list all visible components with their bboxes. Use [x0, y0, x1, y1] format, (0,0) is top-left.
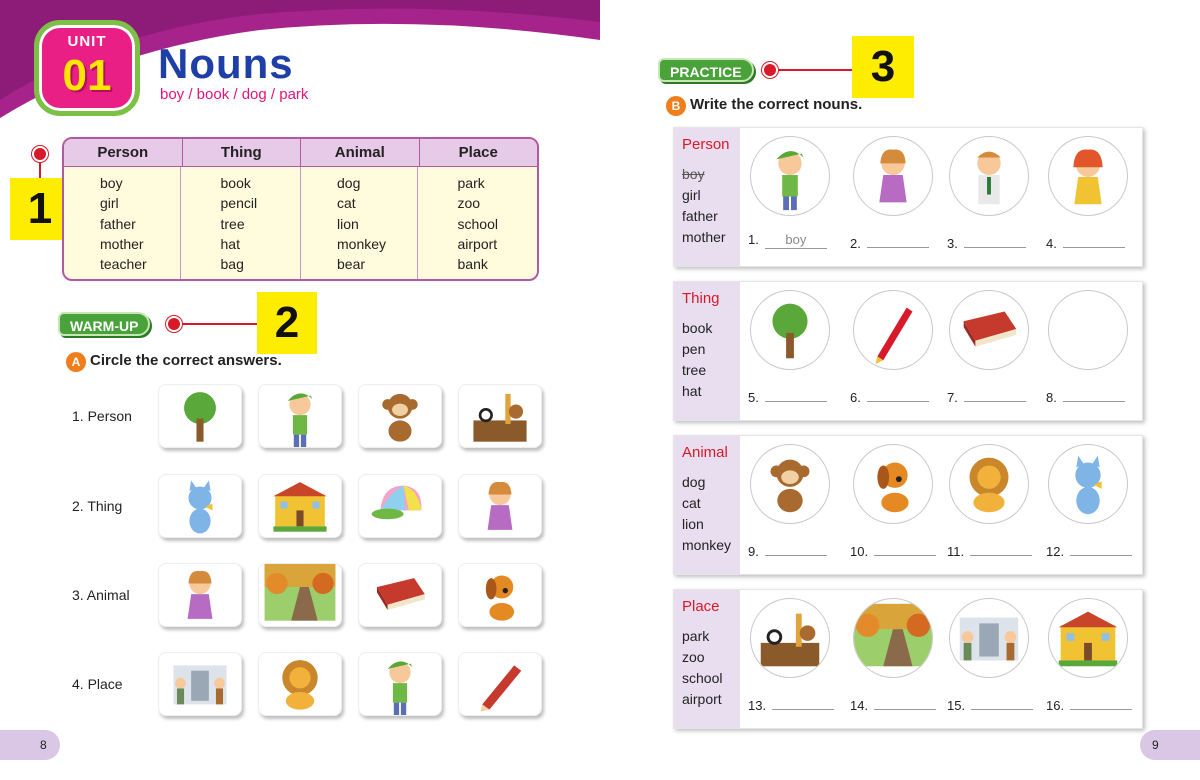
airport-picture	[159, 653, 241, 715]
picture-circle-park	[853, 598, 933, 678]
warmup-row-label: 2. Thing	[72, 498, 123, 514]
answer-field[interactable]	[772, 694, 834, 710]
picture-circle-zoo	[750, 598, 830, 678]
table-cell: zoo	[457, 195, 481, 212]
marker-dot	[166, 316, 182, 332]
page-number-right: 9	[1140, 730, 1200, 760]
table-cell: school	[457, 215, 498, 232]
word-item: school	[682, 670, 723, 686]
picture-circle-father	[949, 136, 1029, 216]
practice-tag: PRACTICE	[658, 58, 754, 82]
answer-blank	[1046, 232, 1125, 251]
step-number-3: 3	[852, 36, 914, 98]
page-number-left: 8	[0, 730, 60, 760]
table-cell: lion	[337, 215, 359, 232]
question-number: 10.	[850, 544, 869, 559]
book-picture	[950, 291, 1028, 369]
marker-line	[182, 323, 258, 325]
father-picture	[950, 137, 1028, 215]
word-list	[682, 626, 722, 710]
question-number: 7.	[947, 390, 958, 405]
answer-field[interactable]	[874, 540, 936, 556]
answer-field[interactable]: boy	[765, 233, 827, 249]
question-number: 13.	[748, 698, 767, 713]
question-number: 3.	[947, 236, 958, 251]
answer-card-girl[interactable]	[158, 563, 242, 627]
question-number: 8.	[1046, 390, 1057, 405]
word-list	[682, 472, 731, 556]
picture-circle-dog	[853, 444, 933, 524]
question-number: 15.	[947, 698, 966, 713]
table-cell: teacher	[100, 256, 147, 273]
page-subtitle: boy / book / dog / park	[160, 86, 309, 103]
exercise-letter-a: A	[66, 352, 86, 372]
header-person: Person	[64, 139, 183, 166]
unit-label: UNIT	[67, 33, 107, 50]
cat-picture	[159, 475, 241, 537]
noun-table	[62, 137, 539, 281]
answer-card-cat[interactable]	[158, 474, 242, 538]
category-label: Animal	[682, 444, 728, 461]
answer-card-girl[interactable]	[458, 474, 542, 538]
table-cell: mother	[100, 235, 144, 252]
word-item: boy	[682, 166, 705, 182]
table-cell: bear	[337, 256, 366, 273]
girl-picture	[459, 475, 541, 537]
warmup-row-label: 4. Place	[72, 676, 123, 692]
answer-blank	[1046, 540, 1132, 559]
table-cell: hat	[220, 235, 240, 252]
answer-blank	[947, 694, 1033, 713]
answer-card-cap[interactable]	[358, 474, 442, 538]
word-item: book	[682, 320, 713, 336]
unit-number: 01	[62, 51, 112, 100]
page-title: Nouns	[158, 40, 294, 87]
answer-blank	[748, 540, 827, 559]
practice-panel-thing	[673, 281, 1143, 421]
word-item: father	[682, 208, 718, 224]
word-item: tree	[682, 362, 707, 378]
answer-blank	[748, 232, 827, 249]
tree-picture	[159, 385, 241, 447]
answer-field[interactable]	[867, 232, 929, 248]
answer-field[interactable]	[1063, 386, 1125, 402]
boy-picture	[259, 385, 341, 447]
answer-card-lion[interactable]	[258, 652, 342, 716]
question-number: 12.	[1046, 544, 1065, 559]
category-label: Thing	[682, 290, 720, 307]
noun-table-header	[64, 139, 537, 167]
answer-field[interactable]	[874, 694, 936, 710]
monkey-picture	[359, 385, 441, 447]
table-cell: boy	[100, 175, 123, 191]
girl-picture	[159, 564, 241, 626]
practice-panel-place	[673, 589, 1143, 729]
question-number: 1.	[748, 232, 759, 247]
mother-picture	[1049, 137, 1127, 215]
question-number: 14.	[850, 698, 869, 713]
word-item: zoo	[682, 649, 705, 665]
table-cell: girl	[100, 195, 119, 212]
school-picture	[259, 475, 341, 537]
word-list	[682, 318, 712, 402]
word-item: airport	[682, 691, 722, 707]
answer-blank	[748, 694, 834, 713]
word-item: girl	[682, 187, 701, 203]
word-item: dog	[682, 474, 706, 490]
picture-circle-pen	[853, 290, 933, 370]
answer-field[interactable]	[867, 386, 929, 402]
warmup-row-label: 1. Person	[72, 408, 132, 424]
table-cell: pencil	[220, 195, 258, 212]
answer-card-boy[interactable]	[258, 384, 342, 448]
word-item: lion	[682, 516, 704, 532]
pen-picture	[854, 291, 932, 369]
table-cell: park	[457, 175, 485, 191]
table-cell: bank	[457, 256, 488, 273]
word-item: monkey	[682, 537, 732, 553]
answer-field[interactable]	[765, 386, 827, 402]
answer-card-tree[interactable]	[158, 384, 242, 448]
answer-card-book[interactable]	[358, 563, 442, 627]
answer-card-monkey[interactable]	[358, 384, 442, 448]
picture-circle-monkey	[750, 444, 830, 524]
picture-circle-school	[1048, 598, 1128, 678]
picture-circle-hat	[1048, 290, 1128, 370]
pencil-picture	[459, 653, 541, 715]
question-number: 4.	[1046, 236, 1057, 251]
step-number-2: 2	[257, 292, 317, 354]
warmup-instruction: Circle the correct answers.	[90, 352, 282, 369]
park-picture	[854, 599, 932, 677]
marker-dot	[32, 146, 48, 162]
answer-blank	[947, 540, 1032, 559]
table-cell: father	[100, 215, 136, 232]
answer-field[interactable]	[765, 540, 827, 556]
table-cell: book	[220, 175, 251, 191]
word-list	[682, 164, 726, 248]
picture-circle-book	[949, 290, 1029, 370]
answer-blank	[850, 694, 936, 713]
answer-blank	[947, 232, 1026, 251]
girl-picture	[854, 137, 932, 215]
answer-card-boy[interactable]	[358, 652, 442, 716]
table-cell: tree	[220, 215, 245, 232]
picture-circle-cat	[1048, 444, 1128, 524]
question-number: 11.	[947, 544, 965, 559]
word-item: pen	[682, 341, 706, 357]
marker-line	[778, 69, 852, 71]
question-number: 9.	[748, 544, 759, 559]
word-item: mother	[682, 229, 726, 245]
table-cell: monkey	[337, 235, 387, 252]
tree-picture	[751, 291, 829, 369]
picture-circle-boy	[750, 136, 830, 216]
boy-picture	[359, 653, 441, 715]
category-label: Person	[682, 136, 730, 153]
dog-picture	[459, 564, 541, 626]
picture-circle-girl	[853, 136, 933, 216]
park-picture	[259, 564, 341, 626]
question-number: 2.	[850, 236, 861, 251]
answer-field[interactable]	[1063, 232, 1125, 248]
boy-picture	[751, 137, 829, 215]
unit-badge	[34, 20, 140, 116]
question-number: 5.	[748, 390, 759, 405]
marker-dot	[762, 62, 778, 78]
book-picture	[359, 564, 441, 626]
answer-blank	[850, 540, 936, 559]
answer-blank	[748, 386, 827, 405]
hat-picture	[1049, 291, 1127, 369]
answer-field[interactable]	[964, 386, 1026, 402]
answer-card-airport[interactable]	[158, 652, 242, 716]
column-animal	[301, 167, 418, 281]
header-thing: Thing	[183, 139, 302, 166]
answer-field[interactable]	[1070, 694, 1132, 710]
question-number: 6.	[850, 390, 861, 405]
lion-picture	[259, 653, 341, 715]
answer-card-dog[interactable]	[458, 563, 542, 627]
practice-panel-animal	[673, 435, 1143, 575]
table-cell: dog	[337, 175, 361, 191]
word-item: cat	[682, 495, 701, 511]
answer-card-school[interactable]	[258, 474, 342, 538]
practice-instruction: Write the correct nouns.	[690, 96, 863, 113]
header-animal: Animal	[301, 139, 420, 166]
practice-panel-person	[673, 127, 1143, 267]
school-picture	[1049, 599, 1127, 677]
column-person	[64, 167, 181, 281]
warmup-row-label: 3. Animal	[72, 587, 130, 603]
answer-card-park[interactable]	[258, 563, 342, 627]
answer-blank	[947, 386, 1026, 405]
word-item: park	[682, 628, 710, 644]
warmup-tag: WARM-UP	[58, 312, 150, 336]
step-number-1: 1	[10, 178, 70, 240]
picture-circle-mother	[1048, 136, 1128, 216]
answer-blank	[1046, 386, 1125, 405]
table-cell: airport	[457, 235, 498, 252]
airport-picture	[950, 599, 1028, 677]
dog-picture	[854, 445, 932, 523]
answer-field[interactable]	[970, 540, 1032, 556]
lion-picture	[950, 445, 1028, 523]
table-cell: bag	[220, 256, 244, 273]
answer-card-zoo[interactable]	[458, 384, 542, 448]
answer-field[interactable]	[971, 694, 1033, 710]
picture-circle-lion	[949, 444, 1029, 524]
answer-card-pencil[interactable]	[458, 652, 542, 716]
cat-picture	[1049, 445, 1127, 523]
question-number: 16.	[1046, 698, 1065, 713]
answer-field[interactable]	[1070, 540, 1132, 556]
zoo-picture	[459, 385, 541, 447]
marker-line	[39, 162, 41, 178]
exercise-letter-b: B	[666, 96, 686, 116]
noun-table-body	[64, 167, 537, 281]
word-item: hat	[682, 383, 702, 399]
zoo-picture	[751, 599, 829, 677]
cap-picture	[359, 475, 441, 537]
monkey-picture	[751, 445, 829, 523]
table-cell: cat	[337, 195, 356, 212]
answer-blank	[850, 232, 929, 251]
picture-circle-tree	[750, 290, 830, 370]
column-thing	[181, 167, 302, 281]
header-place: Place	[458, 144, 498, 161]
picture-circle-airport	[949, 598, 1029, 678]
answer-field[interactable]	[964, 232, 1026, 248]
answer-blank	[1046, 694, 1132, 713]
column-place	[418, 167, 538, 281]
category-label: Place	[682, 598, 720, 615]
answer-blank	[850, 386, 929, 405]
